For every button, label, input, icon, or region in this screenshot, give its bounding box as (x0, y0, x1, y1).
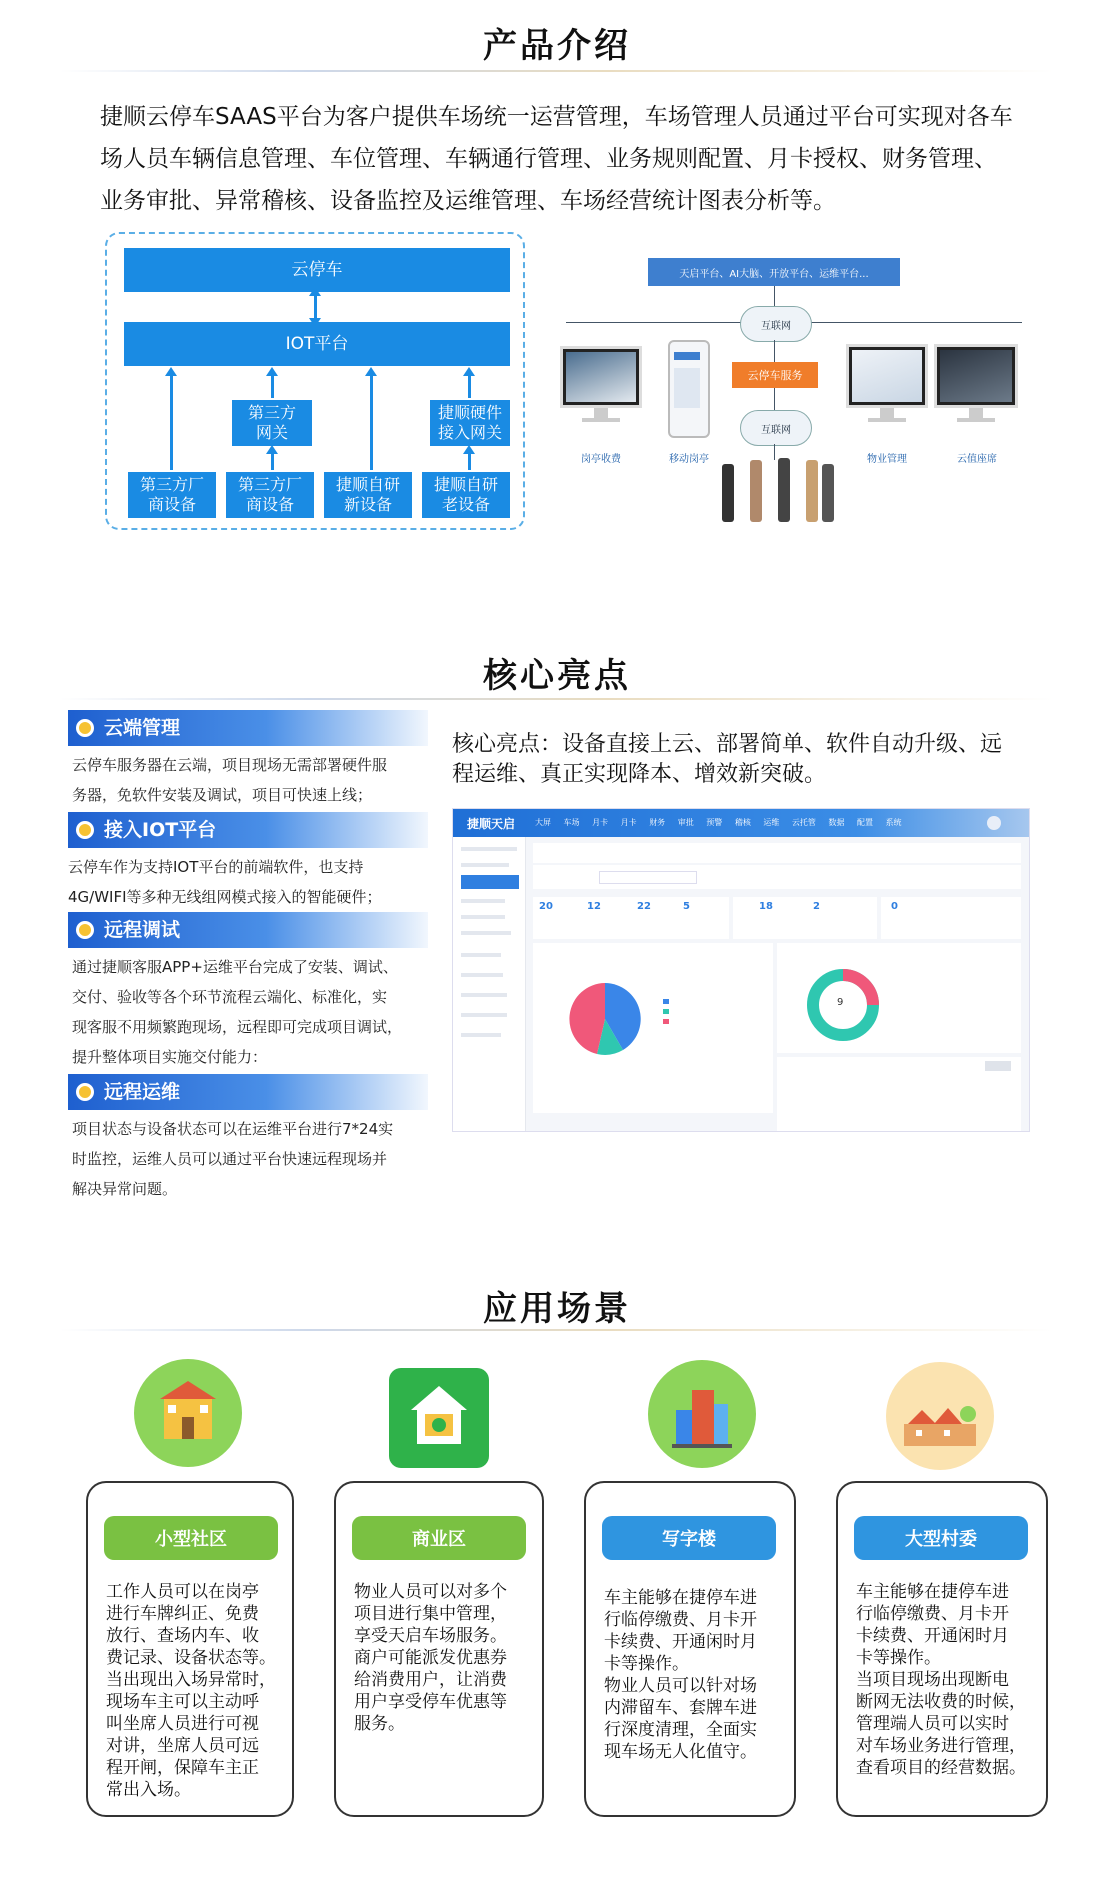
donut-chart (777, 943, 1021, 1053)
project-select[interactable] (599, 871, 697, 884)
stat-value: 0 (891, 901, 898, 912)
stat-value: 12 (587, 901, 601, 912)
summary-line: 核心亮点：设备直接上云、部署简单、软件自动升级、远 (452, 732, 1003, 757)
device-box: 捷顺自研 新设备 (324, 472, 412, 518)
sidebar-item[interactable] (461, 953, 501, 957)
section-title-product: 产品介绍 (483, 26, 631, 66)
highlight-title: 远程调试 (104, 919, 181, 941)
text-line: 给消费用户，让消费 (354, 1670, 507, 1690)
device-label: 物业管理 (867, 454, 907, 465)
sidebar-item[interactable] (461, 863, 509, 867)
scenario-label: 小型社区 (104, 1516, 278, 1560)
sidebar-item[interactable] (461, 931, 511, 935)
text-line: 对讲，坐席人员可远 (106, 1736, 259, 1756)
scenario-card-commercial (334, 1481, 544, 1817)
monitor-stand (957, 418, 995, 422)
text-line: 行临停缴费、月卡开 (604, 1610, 757, 1630)
connector-arrow (314, 294, 317, 320)
text-line: 车主能够在捷停车进 (604, 1588, 757, 1608)
text-line: 卡等操作。 (856, 1648, 941, 1668)
monitor-image (934, 344, 1018, 408)
nav-item[interactable]: 运维 (763, 818, 780, 827)
stat-card (881, 897, 1021, 939)
text-line: 云停车作为支持IOT平台的前端软件，也支持 (68, 858, 364, 876)
highlight-heading (68, 912, 428, 948)
connector-arrow (271, 452, 274, 470)
nav-item[interactable]: 审批 (677, 818, 694, 827)
highlight-text (68, 852, 428, 912)
text-line: 项目进行集中管理， (354, 1604, 507, 1624)
bullet-icon (76, 719, 94, 737)
platform-bar: 天启平台、AI大脑、开放平台、运维平台... (648, 258, 900, 286)
terminal-image (722, 464, 734, 522)
text-line: 当出现出入场异常时， (106, 1670, 276, 1690)
text-line: 现场车主可以主动呼 (106, 1692, 259, 1712)
stat-value: 22 (637, 901, 651, 912)
text-line: 常出入场。 (106, 1780, 191, 1800)
scenario-description (106, 1581, 280, 1801)
pie-chart (533, 943, 773, 1113)
stat-card (533, 897, 729, 939)
stat-card (733, 897, 877, 939)
commercial-icon (389, 1368, 489, 1468)
sidebar-item[interactable] (461, 1013, 507, 1017)
text-line: 4G/WIFI等多种无线组网模式接入的智能硬件； (68, 888, 382, 906)
highlight-text (72, 952, 436, 1072)
text-line: 物业人员可以对多个 (354, 1582, 507, 1602)
iot-platform-box: IOT平台 (124, 322, 510, 366)
text-line: 现客服不用频繁跑现场，远程即可完成项目调试， (72, 1018, 403, 1036)
jieshun-gateway-box: 捷顺硬件 接入网关 (430, 400, 510, 446)
bar-chart-panel (777, 1057, 1021, 1131)
sidebar-item[interactable] (461, 899, 505, 903)
village-icon (886, 1362, 994, 1470)
highlights-summary (452, 730, 1002, 790)
connector-arrow (468, 374, 471, 398)
text-line: 车主能够在捷停车进 (856, 1582, 1009, 1602)
highlight-text (72, 750, 432, 810)
highlight-title: 远程运维 (104, 1081, 181, 1103)
stat-value: 20 (539, 901, 553, 912)
highlight-text (72, 1114, 432, 1204)
highlight-heading (68, 1074, 428, 1110)
bullet-icon (76, 821, 94, 839)
dashboard-brand: 捷顺天启 (467, 817, 516, 831)
text-line: 交付、验收等各个环节流程云端化、标准化，实 (72, 988, 388, 1006)
connector-arrow (468, 452, 471, 470)
nav-item[interactable]: 月卡 (620, 818, 637, 827)
cloud-parking-box: 云停车 (124, 248, 510, 292)
nav-item[interactable]: 月卡 (592, 818, 609, 827)
terminal-image (778, 458, 790, 522)
text-line: 对车场业务进行管理， (856, 1736, 1026, 1756)
pie-chart-panel (533, 943, 773, 1113)
nav-item[interactable]: 大屏 (535, 818, 551, 827)
nav-item[interactable]: 配置 (857, 818, 874, 827)
nav-item[interactable]: 云托管 (791, 818, 816, 827)
text-line: 查看项目的经营数据。 (856, 1758, 1026, 1778)
divider (60, 1329, 1054, 1331)
scenario-label: 大型村委 (854, 1516, 1028, 1560)
dashboard-nav (535, 817, 912, 828)
section-title-highlights: 核心亮点 (483, 656, 631, 696)
office-icon (648, 1360, 756, 1468)
monitor-image (846, 344, 928, 408)
text-line: 内滞留车、套牌车进 (604, 1698, 757, 1718)
text-line: 服务。 (354, 1714, 405, 1734)
terminal-image (750, 460, 762, 522)
internet-cloud: 互联网 (740, 410, 812, 446)
intro-line: 场人员车辆信息管理、车位管理、车辆通行管理、业务规则配置、月卡授权、财务管理、 (100, 146, 997, 172)
scenario-card-community (86, 1481, 294, 1817)
dashboard-breadcrumb (533, 843, 1021, 863)
text-line: 通过捷顺客服APP+运维平台完成了安装、调试、 (72, 958, 398, 976)
device-box: 捷顺自研 老设备 (422, 472, 510, 518)
text-line: 商户可能派发优惠券 (354, 1648, 507, 1668)
text-line: 享受天启车场服务。 (354, 1626, 507, 1646)
text-line: 程开闸，保障车主正 (106, 1758, 259, 1778)
text-line: 工作人员可以在岗亭 (106, 1582, 259, 1602)
text-line: 物业人员可以针对场 (604, 1676, 757, 1696)
network-line (774, 388, 775, 410)
connector-arrow (170, 374, 173, 470)
text-line: 叫坐席人员进行可视 (106, 1714, 259, 1734)
cloud-service-box: 云停车服务 (732, 362, 818, 388)
dashboard-sidebar (453, 837, 526, 1131)
text-line: 当项目现场出现断电 (856, 1670, 1009, 1690)
connector-arrow (370, 374, 373, 470)
scenario-label: 商业区 (352, 1516, 526, 1560)
text-line: 卡等操作。 (604, 1654, 689, 1674)
stat-value: 18 (759, 901, 773, 912)
sidebar-item[interactable] (461, 847, 517, 851)
monitor-image (560, 346, 642, 408)
device-label: 云值座席 (957, 454, 997, 465)
text-line: 卡续费、开通闲时月 (856, 1626, 1009, 1646)
intro-line: 业务审批、异常稽核、设备监控及运维管理、车场经营统计图表分析等。 (100, 188, 836, 214)
text-line: 费记录、设备状态等。 (106, 1648, 276, 1668)
text-line: 时监控，运维人员可以通过平台快速远程现场并 (72, 1150, 388, 1168)
network-line (774, 286, 775, 308)
highlight-heading (68, 812, 428, 848)
divider (60, 698, 1054, 700)
network-line (774, 444, 775, 460)
text-line: 放行、查场内车、收 (106, 1626, 259, 1646)
device-box: 第三方厂 商设备 (226, 472, 314, 518)
pager-control[interactable] (985, 1061, 1011, 1071)
device-box: 第三方厂 商设备 (128, 472, 216, 518)
monitor-stand (594, 408, 608, 418)
text-line: 卡续费、开通闲时月 (604, 1632, 757, 1652)
nav-item[interactable]: 稽核 (734, 818, 751, 827)
text-line: 现车场无人化值守。 (604, 1742, 757, 1762)
scenario-card-office (584, 1481, 796, 1817)
nav-item[interactable]: 预警 (706, 818, 723, 827)
scenario-card-village (836, 1481, 1048, 1817)
text-line: 用户享受停车优惠等 (354, 1692, 507, 1712)
internet-cloud: 互联网 (740, 306, 812, 342)
text-line: 云停车服务器在云端，项目现场无需部署硬件服 (72, 756, 388, 774)
dashboard-topbar (453, 809, 1029, 837)
section-title-scenarios: 应用场景 (483, 1289, 631, 1329)
intro-line: 捷顺云停车SAAS平台为客户提供车场统一运营管理，车场管理人员通过平台可实现对各车 (100, 104, 1013, 130)
dashboard-screenshot (452, 808, 1030, 1132)
highlight-title: 接入IOT平台 (104, 819, 217, 841)
sidebar-item[interactable] (461, 973, 503, 977)
terminal-image (806, 460, 818, 522)
monitor-stand (880, 408, 894, 418)
bullet-icon (76, 921, 94, 939)
terminal-image (822, 464, 834, 522)
connector-arrow (271, 374, 274, 398)
community-icon (134, 1359, 242, 1467)
scenario-label: 写字楼 (602, 1516, 776, 1560)
text-line: 提升整体项目实施交付能力： (72, 1048, 268, 1066)
device-label: 移动岗亭 (669, 454, 709, 465)
highlight-heading (68, 710, 428, 746)
text-line: 管理端人员可以实时 (856, 1714, 1009, 1734)
monitor-stand (582, 418, 620, 422)
sidebar-item[interactable] (461, 1033, 501, 1037)
text-line: 进行车牌纠正、免费 (106, 1604, 259, 1624)
highlight-title: 云端管理 (104, 717, 181, 739)
scenario-description (604, 1587, 778, 1763)
device-label: 岗亭收费 (581, 454, 621, 465)
donut-center-value: 9 (837, 997, 844, 1008)
stat-value: 5 (683, 901, 690, 912)
text-line: 断网无法收费的时候， (856, 1692, 1026, 1712)
avatar[interactable] (987, 816, 1001, 830)
nav-item[interactable]: 数据 (828, 818, 845, 827)
monitor-stand (868, 418, 906, 422)
text-line: 务器，免软件安装及调试，项目可快速上线； (72, 786, 373, 804)
summary-line: 程运维、真正实现降本、增效新突破。 (452, 762, 827, 787)
divider (60, 70, 1054, 72)
bullet-icon (76, 1083, 94, 1101)
nav-item[interactable]: 财务 (649, 818, 666, 827)
sidebar-item[interactable] (461, 993, 507, 997)
donut-chart-panel (777, 943, 1021, 1053)
text-line: 项目状态与设备状态可以在运维平台进行7*24实 (72, 1120, 394, 1138)
scenario-description (856, 1581, 1030, 1779)
text-line: 行临停缴费、月卡开 (856, 1604, 1009, 1624)
sidebar-item[interactable] (461, 915, 505, 919)
nav-item[interactable]: 系统 (885, 818, 902, 827)
stat-value: 2 (813, 901, 820, 912)
text-line: 行深度清理，全面实 (604, 1720, 757, 1740)
sidebar-item-active[interactable] (461, 875, 519, 889)
scenario-description (354, 1581, 528, 1735)
nav-item[interactable]: 车场 (563, 818, 580, 827)
network-line (774, 340, 775, 362)
third-party-gateway-box: 第三方 网关 (232, 400, 312, 446)
phone-image (668, 340, 710, 438)
dashboard-filter (533, 865, 1021, 889)
monitor-stand (969, 408, 983, 418)
text-line: 解决异常问题。 (72, 1180, 178, 1198)
